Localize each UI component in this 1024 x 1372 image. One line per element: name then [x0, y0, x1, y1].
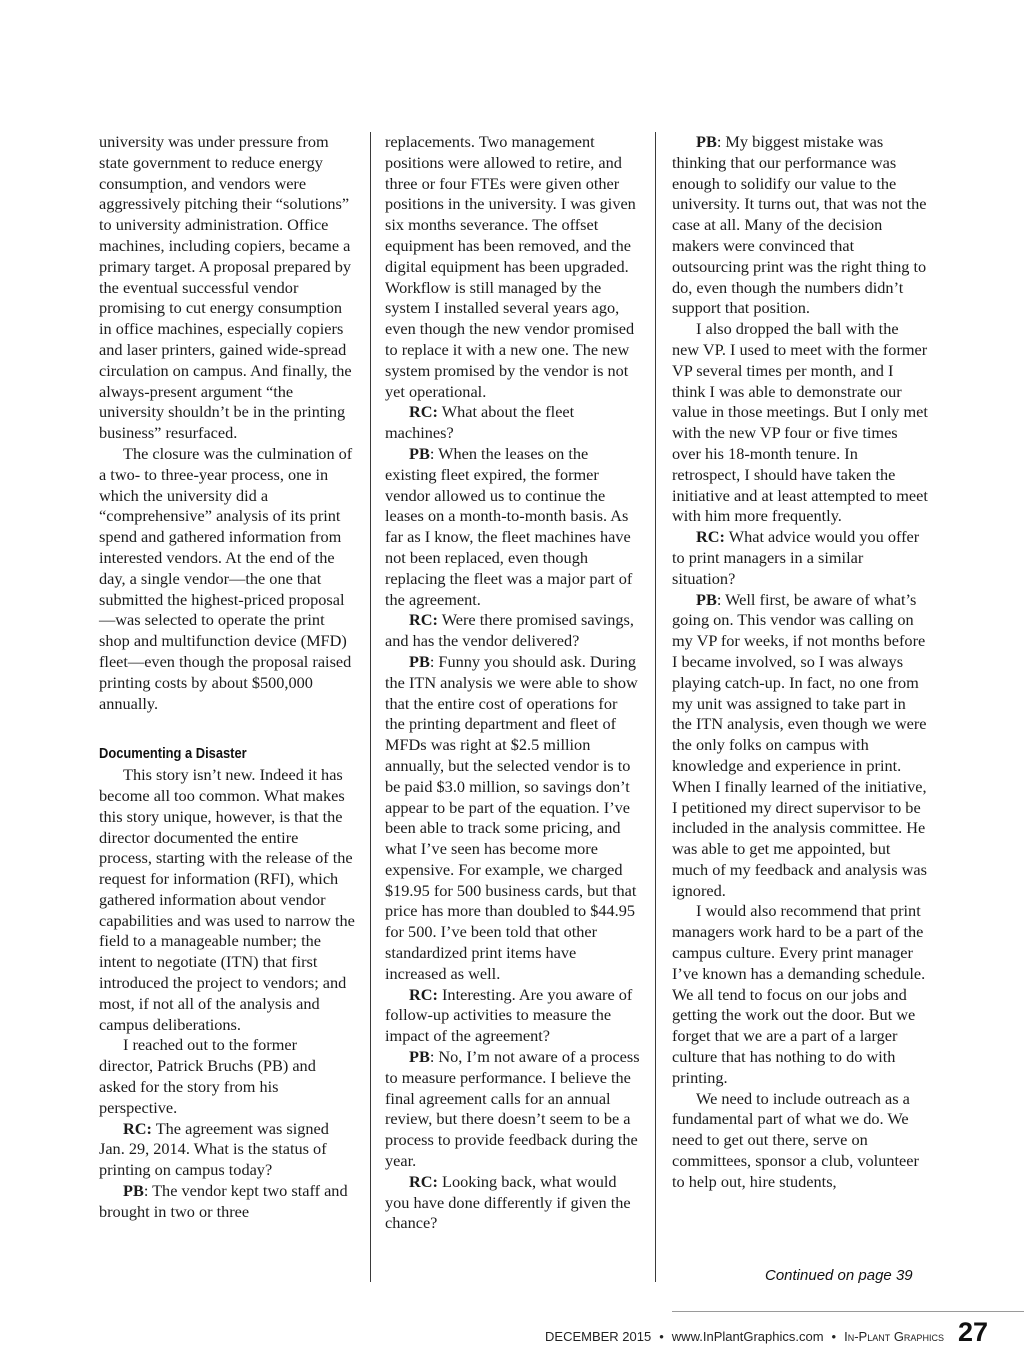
section-heading: Documenting a Disaster — [99, 745, 247, 763]
speaker-label: PB — [409, 1047, 430, 1067]
issue-date: DECEMBER 2015 — [545, 1329, 652, 1344]
answer-text: : Funny you should ask. During the ITN analysis we were able to show that the entire cost of operations for the printing department and fleet of MFDs was right at $2.5 million annually, but the selected vendor is to be paid $3.0 million, so savings don’t appear to be part of the equation. I’ve been able to track some pricing, and what I’ve seen has become more expensive. For example, we charged $19.95 for 500 business cards, but that price has more than doubled to $44.95 for 500. I’ve been told that other standardized print items have increased as well. — [385, 651, 638, 983]
speaker-label: RC: — [409, 402, 438, 422]
speaker-label: RC: — [409, 984, 438, 1004]
bullet-separator: • — [659, 1329, 664, 1344]
page-footer — [545, 1317, 988, 1348]
speaker-label: PB — [123, 1181, 144, 1201]
page-number: 27 — [957, 1317, 988, 1347]
continued-on-page-link[interactable]: Continued on page 39 — [765, 1267, 913, 1284]
interview-answer — [385, 1047, 641, 1172]
speaker-label: PB — [409, 651, 430, 671]
answer-text: : Well first, be aware of what’s going on. This vendor was calling on my VP for weeks, if not months before I became involved, so I was always playing catch-up. In fact, no one from my unit was assigned to take part in the ITN analysis, even though we were the only folks on campus with knowledge and experience in print. When I finally learned of the initiative, I petitioned my direct supervisor to be included in the analysis committee. He was able to get me appointed, but much of my feedback and analysis was ignored. — [672, 589, 927, 900]
interview-question — [99, 1119, 355, 1181]
question-text: The agreement was signed Jan. 29, 2014. What is the status of printing on campus today? — [99, 1118, 329, 1180]
paragraph: This story isn’t new. Indeed it has become all too common. What makes this story unique, however, is that the director documented the entire process, starting with the release of the request for information (RFI), which gathered information about vendor capabilities and was used to narrow the field to a manageable number; the intent to negotiate (ITN) that first introduced the project to vendors; and most, if not all of the analysis and campus deliberations. — [99, 765, 355, 1034]
paragraph: I reached out to the former director, Patrick Bruchs (PB) and asked for the story from his perspective. — [99, 1035, 316, 1117]
column-divider — [655, 132, 656, 1282]
interview-answer — [99, 1181, 355, 1223]
speaker-label: PB — [696, 589, 717, 609]
paragraph: We need to include outreach as a fundamental part of what we do. We need to get out there, serve on committees, sponsor a club, volunteer to help out, hire students, — [672, 1088, 919, 1191]
paragraph: I also dropped the ball with the new VP. I used to meet with the former VP several times per month, and I think I was able to demonstrate our value in those meetings. But I only met with the new VP four or five times over his 18-month tenure. In retrospect, I should have taken the initiative and at least attempted to meet with him more frequently. — [672, 319, 928, 526]
interview-answer — [672, 132, 928, 319]
website-link[interactable]: www.InPlantGraphics.com — [671, 1329, 824, 1344]
interview-question — [385, 610, 641, 652]
interview-answer — [385, 444, 641, 610]
question-text: Interesting. Are you aware of follow-up activities to measure the impact of the agreement? — [385, 984, 633, 1046]
column-divider — [370, 132, 371, 1282]
speaker-label: RC: — [409, 1171, 438, 1191]
speaker-label: PB — [409, 443, 430, 463]
speaker-label: PB — [696, 132, 717, 151]
footer-rule — [672, 1311, 1024, 1312]
answer-text: : No, I’m not aware of a process to measure performance. I believe the final agreement calls for an annual review, but there doesn’t seem to be a process to provide feedback during the year. — [385, 1047, 640, 1171]
answer-text: : The vendor kept two staff and brought in two or three — [99, 1181, 348, 1221]
interview-question — [672, 527, 928, 589]
paragraph: replacements. Two management positions were allowed to retire, and three or four FTEs were given other positions in the university. I was given six months severance. The offset equipment has been removed, and the digital equipment has been upgraded. Workflow is still managed by the system I installed several years ago, even though the new vendor promised to replace it with a new one. The new system promised by the vendor is not yet operational. — [385, 132, 636, 401]
question-text: What about the fleet machines? — [385, 402, 575, 443]
paragraph: university was under pressure from state government to reduce energy consumption, and vendors were aggressively pitching their “solutions” to university administration. Office machines, including copiers, became a primary target. A proposal prepared by the eventual successful vendor promising to cut energy consumption in office machines, especially copiers and laser printers, gained wide-spread circulation on campus. And finally, the always-present argument “the university shouldn’t be in the printing business” resurfaced. — [99, 132, 352, 443]
paragraph: I would also recommend that print managers work hard to be a part of the campus culture. Every print manager I’ve known has a demanding schedule. We all tend to focus on our jobs and getting the work out the door. But we forget that we are a part of a larger culture that has nothing to do with printing. — [672, 901, 926, 1087]
interview-question — [385, 402, 641, 444]
question-text: Were there promised savings, and has the vendor delivered? — [385, 610, 634, 651]
article-column-2 — [385, 132, 641, 1234]
interview-answer — [385, 652, 641, 985]
bullet-separator: • — [831, 1329, 837, 1344]
interview-question — [385, 985, 641, 1047]
paragraph: The closure was the culmination of a two- to three-year process, one in which the university did a “comprehensive” analysis of its print spend and gathered information from interested vendors. At the end of the day, a single vendor—the one that submitted the highest-priced proposal—was selected to operate the print shop and multifunction device (MFD) fleet—even though the proposal raised printing costs by about $500,000 annually. — [99, 443, 353, 713]
speaker-label: RC: — [123, 1118, 152, 1138]
question-text: Looking back, what would you have done differently if given the chance? — [385, 1171, 631, 1233]
interview-question — [385, 1172, 641, 1234]
speaker-label: RC: — [696, 527, 725, 547]
article-column-1 — [99, 132, 355, 1223]
answer-text: : When the leases on the existing fleet expired, the former vendor allowed us to continue the leases on a month-to-month basis. As far as I know, the fleet machines have not been replaced, even though replacing the fleet was a major part of the agreement. — [385, 443, 633, 609]
publication-name: In-Plant Graphics — [844, 1329, 944, 1344]
interview-answer — [672, 590, 928, 902]
speaker-label: RC: — [409, 610, 438, 630]
answer-text: : My biggest mistake was thinking that our performance was enough to solidify our value to the university. It turns out, that was not the case at all. Many of the decision makers were convinced that outsourcing print was the right thing to do, even though the numbers didn’t support that position. — [672, 132, 927, 318]
article-column-3 — [672, 132, 928, 1193]
question-text: What advice would you offer to print managers in a similar situation? — [672, 527, 920, 588]
